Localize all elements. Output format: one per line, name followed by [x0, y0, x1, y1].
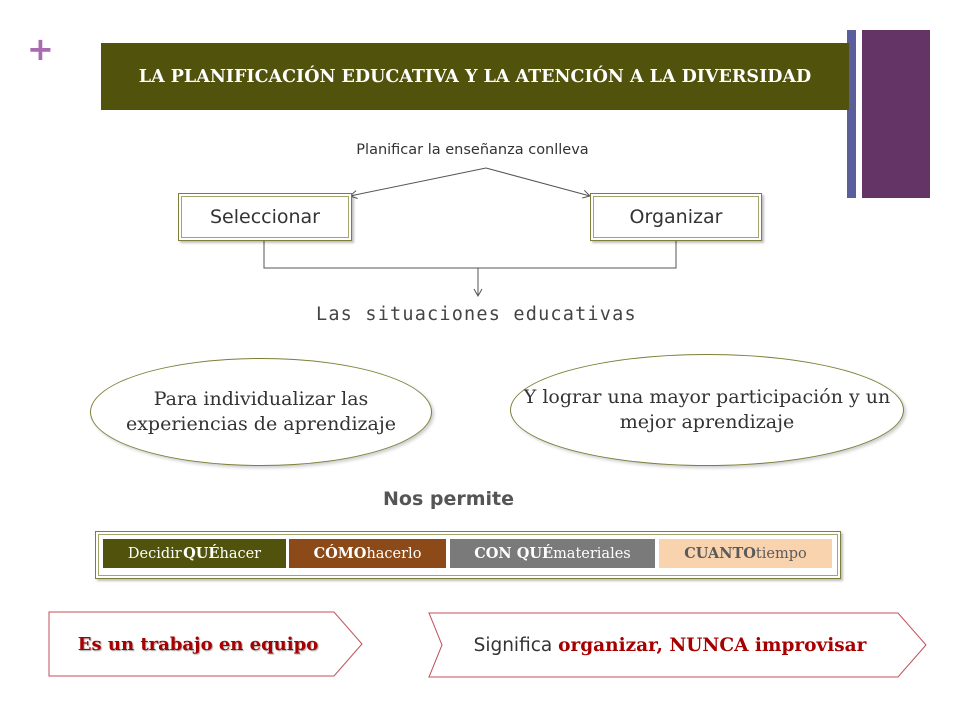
- cell-que-hacer: Decidir QUÉ hacer: [103, 539, 286, 568]
- oval-individualizar: [90, 358, 432, 466]
- footer-arrow-organizar: [428, 612, 928, 678]
- oval-individualizar-text: Para individualizar las experiencias de aprendizaje: [125, 388, 397, 435]
- organizar-box: [590, 193, 762, 241]
- subtitle-text: Planificar la enseñanza conlleva: [356, 142, 589, 158]
- footer-equipo-text: Es un trabajo en equipo: [77, 633, 319, 655]
- footer-arrow-equipo: [48, 611, 364, 677]
- cell-cuanto-tiempo: CUANTO tiempo: [659, 539, 832, 568]
- arrow-to-organizar: [486, 168, 590, 196]
- seleccionar-box: [178, 193, 352, 241]
- seleccionar-label: Seleccionar: [181, 196, 349, 238]
- organizar-label: Organizar: [593, 196, 759, 238]
- slide-title: LA PLANIFICACIÓN EDUCATIVA Y LA ATENCIÓN A LA DIVERSIDAD: [138, 66, 812, 87]
- cell-con-que-materiales: CON QUÉ materiales: [450, 539, 655, 568]
- oval-participacion-text: Y lograr una mayor participación y un mejor aprendizaje: [523, 386, 891, 433]
- footer-organizar-text: Significa organizar, NUNCA improvisar: [473, 634, 867, 656]
- bracket-line: [264, 241, 676, 268]
- plus-icon: +: [27, 30, 54, 68]
- decision-strip: [95, 531, 841, 579]
- cell-como-hacerlo: CÓMO hacerlo: [289, 539, 446, 568]
- nos-permite-label: Nos permite: [383, 488, 515, 510]
- situaciones-text: Las situaciones educativas: [316, 304, 637, 325]
- oval-participacion: [510, 354, 904, 466]
- arrow-to-seleccionar: [350, 168, 486, 196]
